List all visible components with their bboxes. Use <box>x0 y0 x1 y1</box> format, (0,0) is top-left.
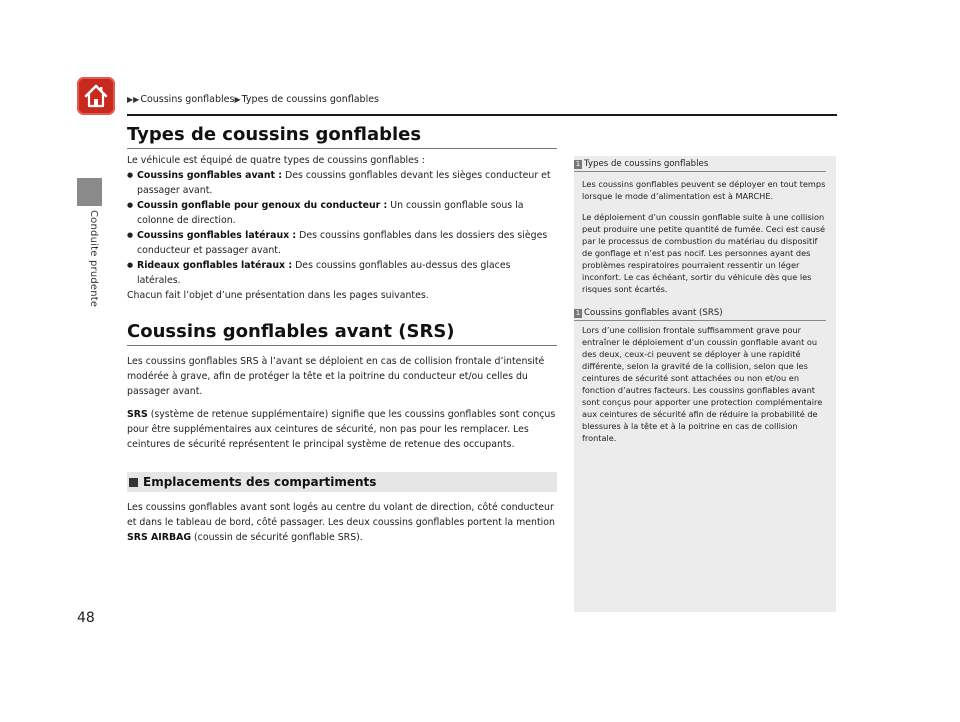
chapter-tab[interactable] <box>77 178 102 206</box>
notes-sidebar <box>574 156 836 612</box>
intro-text: Le véhicule est équipé de quatre types de coussins gonflables : <box>127 155 425 166</box>
airbag-types-list <box>127 168 557 288</box>
breadcrumb-item-airbags[interactable]: Coussins gonflables <box>140 94 235 105</box>
page-title: Types de coussins gonflables <box>127 124 557 149</box>
breadcrumb-item-airbag-types[interactable]: Types de coussins gonflables <box>241 94 380 105</box>
list-item: ● Coussins gonflables avant : Des coussins gonflables devant les sièges conducteur et passager avant. <box>127 168 557 198</box>
srs-paragraph: SRS (système de retenue supplémentaire) signifie que les coussins gonflables sont conçus pour être supplémentaires aux ceintures de sécurité, non pas pour les remplacer. Les ceintures de sécurité représentent le principal système de retenue des occupants. <box>127 409 556 450</box>
breadcrumb <box>127 94 379 105</box>
locations-paragraph: Les coussins gonflables avant sont logés au centre du volant de direction, côté conducteur et dans le tableau de bord, côté passager. Les deux coussins gonflables portent la mention SRS AIRBAG (coussin de sécurité gonflable SRS). <box>127 502 555 543</box>
square-bullet-icon <box>129 478 138 487</box>
main-content <box>127 124 557 545</box>
note-marker-icon: 1 <box>575 308 581 317</box>
list-item: ● Rideaux gonflables latéraux : Des coussins gonflables au-dessus des glaces latérales. <box>127 258 557 288</box>
list-item: ● Coussins gonflables latéraux : Des coussins gonflables dans les dossiers des sièges conducteur et passager avant. <box>127 228 557 258</box>
chapter-label: Conduite prudente <box>88 210 99 308</box>
note-paragraph: Le déploiement d’un coussin gonflable suite à une collision peut produire une petite quantité de fumée. Ceci est causé par le processus de combustion du matériau du dispositif de gonflage et n’est pas nocif. Les personnes ayant des problèmes respiratoires pourraient ressentir un léger inconfort. Le cas échéant, sortir du véhicule dès que les risques sont écartés. <box>582 212 826 294</box>
page-number: 48 <box>77 610 95 626</box>
breadcrumb-arrow-icon: ▶▶ <box>127 95 140 104</box>
subsection-heading: Emplacements des compartiments <box>127 472 557 492</box>
breadcrumb-arrow-icon: ▶ <box>234 95 241 104</box>
header-divider <box>127 114 837 116</box>
home-icon <box>83 83 109 109</box>
note-paragraph: Les coussins gonflables peuvent se déployer en tout temps lorsque le mode d’alimentation est à MARCHE. <box>582 179 826 201</box>
note-title: 1 Coussins gonflables avant (SRS) <box>574 305 826 321</box>
list-item: ● Coussin gonflable pour genoux du conducteur : Un coussin gonflable sous la colonne de direction. <box>127 198 557 228</box>
note-paragraph: Lors d’une collision frontale suffisamment grave pour entraîner le déploiement d’un coussin gonflable avant ou des deux, ceux-ci peuvent se déployer à une rapidité différente, selon la gravité de la collision, selon que les ceintures de sécurité sont attachées ou non et/ou en fonction d’autres facteurs. Les coussins gonflables avant sont conçus pour apporter une protection complémentaire aux ceintures de sécurité afin de réduire la probabilité de blessures à la tête et à la poitrine en cas de collision frontale. <box>582 325 823 443</box>
note-airbag-types <box>574 156 836 295</box>
note-title: 1 Types de coussins gonflables <box>574 156 826 172</box>
note-marker-icon: 1 <box>575 159 581 168</box>
home-button[interactable] <box>77 77 115 115</box>
note-front-airbags <box>574 305 836 444</box>
front-airbags-paragraph: Les coussins gonflables SRS à l’avant se déploient en cas de collision frontale d’intensité modérée à grave, afin de protéger la tête et la poitrine du conducteur et/ou celles du passager avant. <box>127 356 545 397</box>
outro-text: Chacun fait l’objet d’une présentation dans les pages suivantes. <box>127 290 429 301</box>
section-title-front-airbags: Coussins gonflables avant (SRS) <box>127 321 557 346</box>
